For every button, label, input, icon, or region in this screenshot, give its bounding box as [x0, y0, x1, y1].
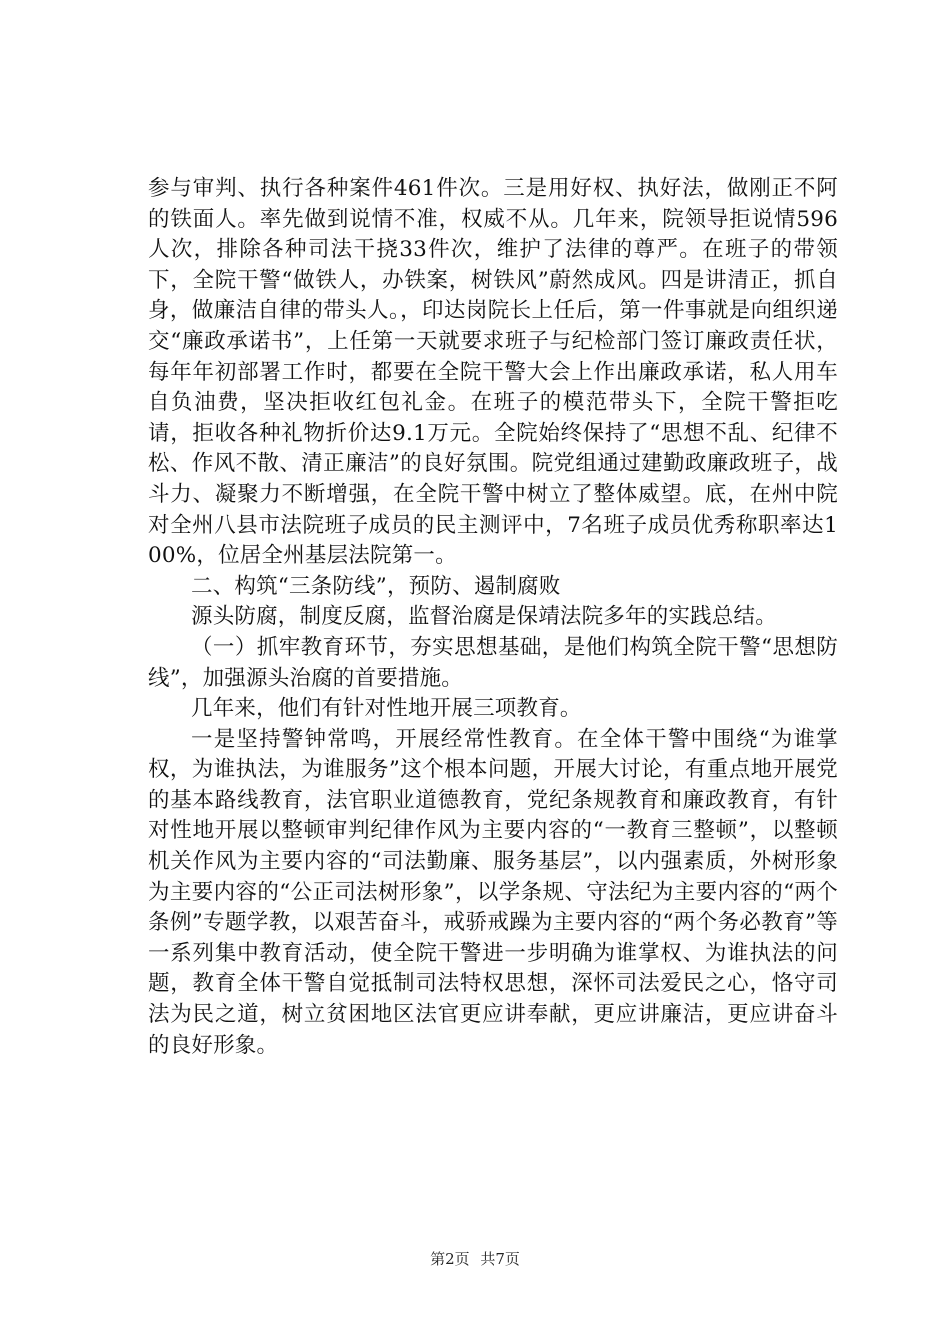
page-number-current: 第2页	[430, 1250, 470, 1268]
paragraph-4: （一）抓牢教育环节，夯实思想基础，是他们构筑全院干警“思想防线”，加强源头治腐的首要措施。	[148, 634, 838, 691]
paragraph-1: 参与审判、执行各种案件461件次。三是用好权、执好法，做刚正不阿的铁面人。率先做到说情不准，权威不从。几年来，院领导拒说情596人次，排除各种司法干挠33件次，维护了法律的尊严。在班子的带领下，全院干警“做铁人，办铁案，树铁风”蔚然成风。四是讲清正，抓自身，做廉洁自律的带头人。，印达岗院长上任后，第一件事就是向组织递交“廉政承诺书”，上任第一天就要求班子与纪检部门签订廉政责任状，每年年初部署工作时，都要在全院干警大会上作出廉政承诺，私人用车自负油费，坚决拒收红包礼金。在班子的模范带头下，全院干警拒吃请，拒收各种礼物折价达9.1万元。全院始终保持了“思想不乱、纪律不松、作风不散、清正廉洁”的良好氛围。院党组通过建勤政廉政班子，战斗力、凝聚力不断增强，在全院干警中树立了整体威望。底，在州中院对全州八县市法院班子成员的民主测评中，7名班子成员优秀称职率达100%，位居全州基层法院第一。	[148, 176, 838, 569]
paragraph-5: 几年来，他们有针对性地开展三项教育。	[191, 696, 582, 722]
page-footer	[0, 1248, 950, 1269]
page-number-total: 共7页	[480, 1250, 520, 1268]
document-body	[148, 174, 838, 1061]
paragraph-6: 一是坚持警钟常鸣，开展经常性教育。在全体干警中围绕“为谁掌权，为谁执法，为谁服务”这个根本问题，开展大讨论，有重点地开展党的基本路线教育，法官职业道德教育，党纪条规教育和廉政教育，有针对性地开展以整顿审判纪律作风为主要内容的“一教育三整顿”，以整顿机关作风为主要内容的“司法勤廉、服务基层”，以内强素质，外树形象为主要内容的“公正司法树形象”，以学条规、守法纪为主要内容的“两个条例”专题学教，以艰苦奋斗，戒骄戒躁为主要内容的“两个务必教育”等一系列集中教育活动，使全院干警进一步明确为谁掌权、为谁执法的问题，教育全体干警自觉抵制司法特权思想，深怀司法爱民之心，恪守司法为民之道，树立贫困地区法官更应讲奉献，更应讲廉洁，更应讲奋斗的良好形象。	[148, 726, 838, 1058]
paragraph-3: 源头防腐，制度反腐，监督治腐是保靖法院多年的实践总结。	[191, 604, 777, 630]
section-heading-2: 二、构筑“三条防线”，预防、遏制腐败	[191, 573, 561, 599]
